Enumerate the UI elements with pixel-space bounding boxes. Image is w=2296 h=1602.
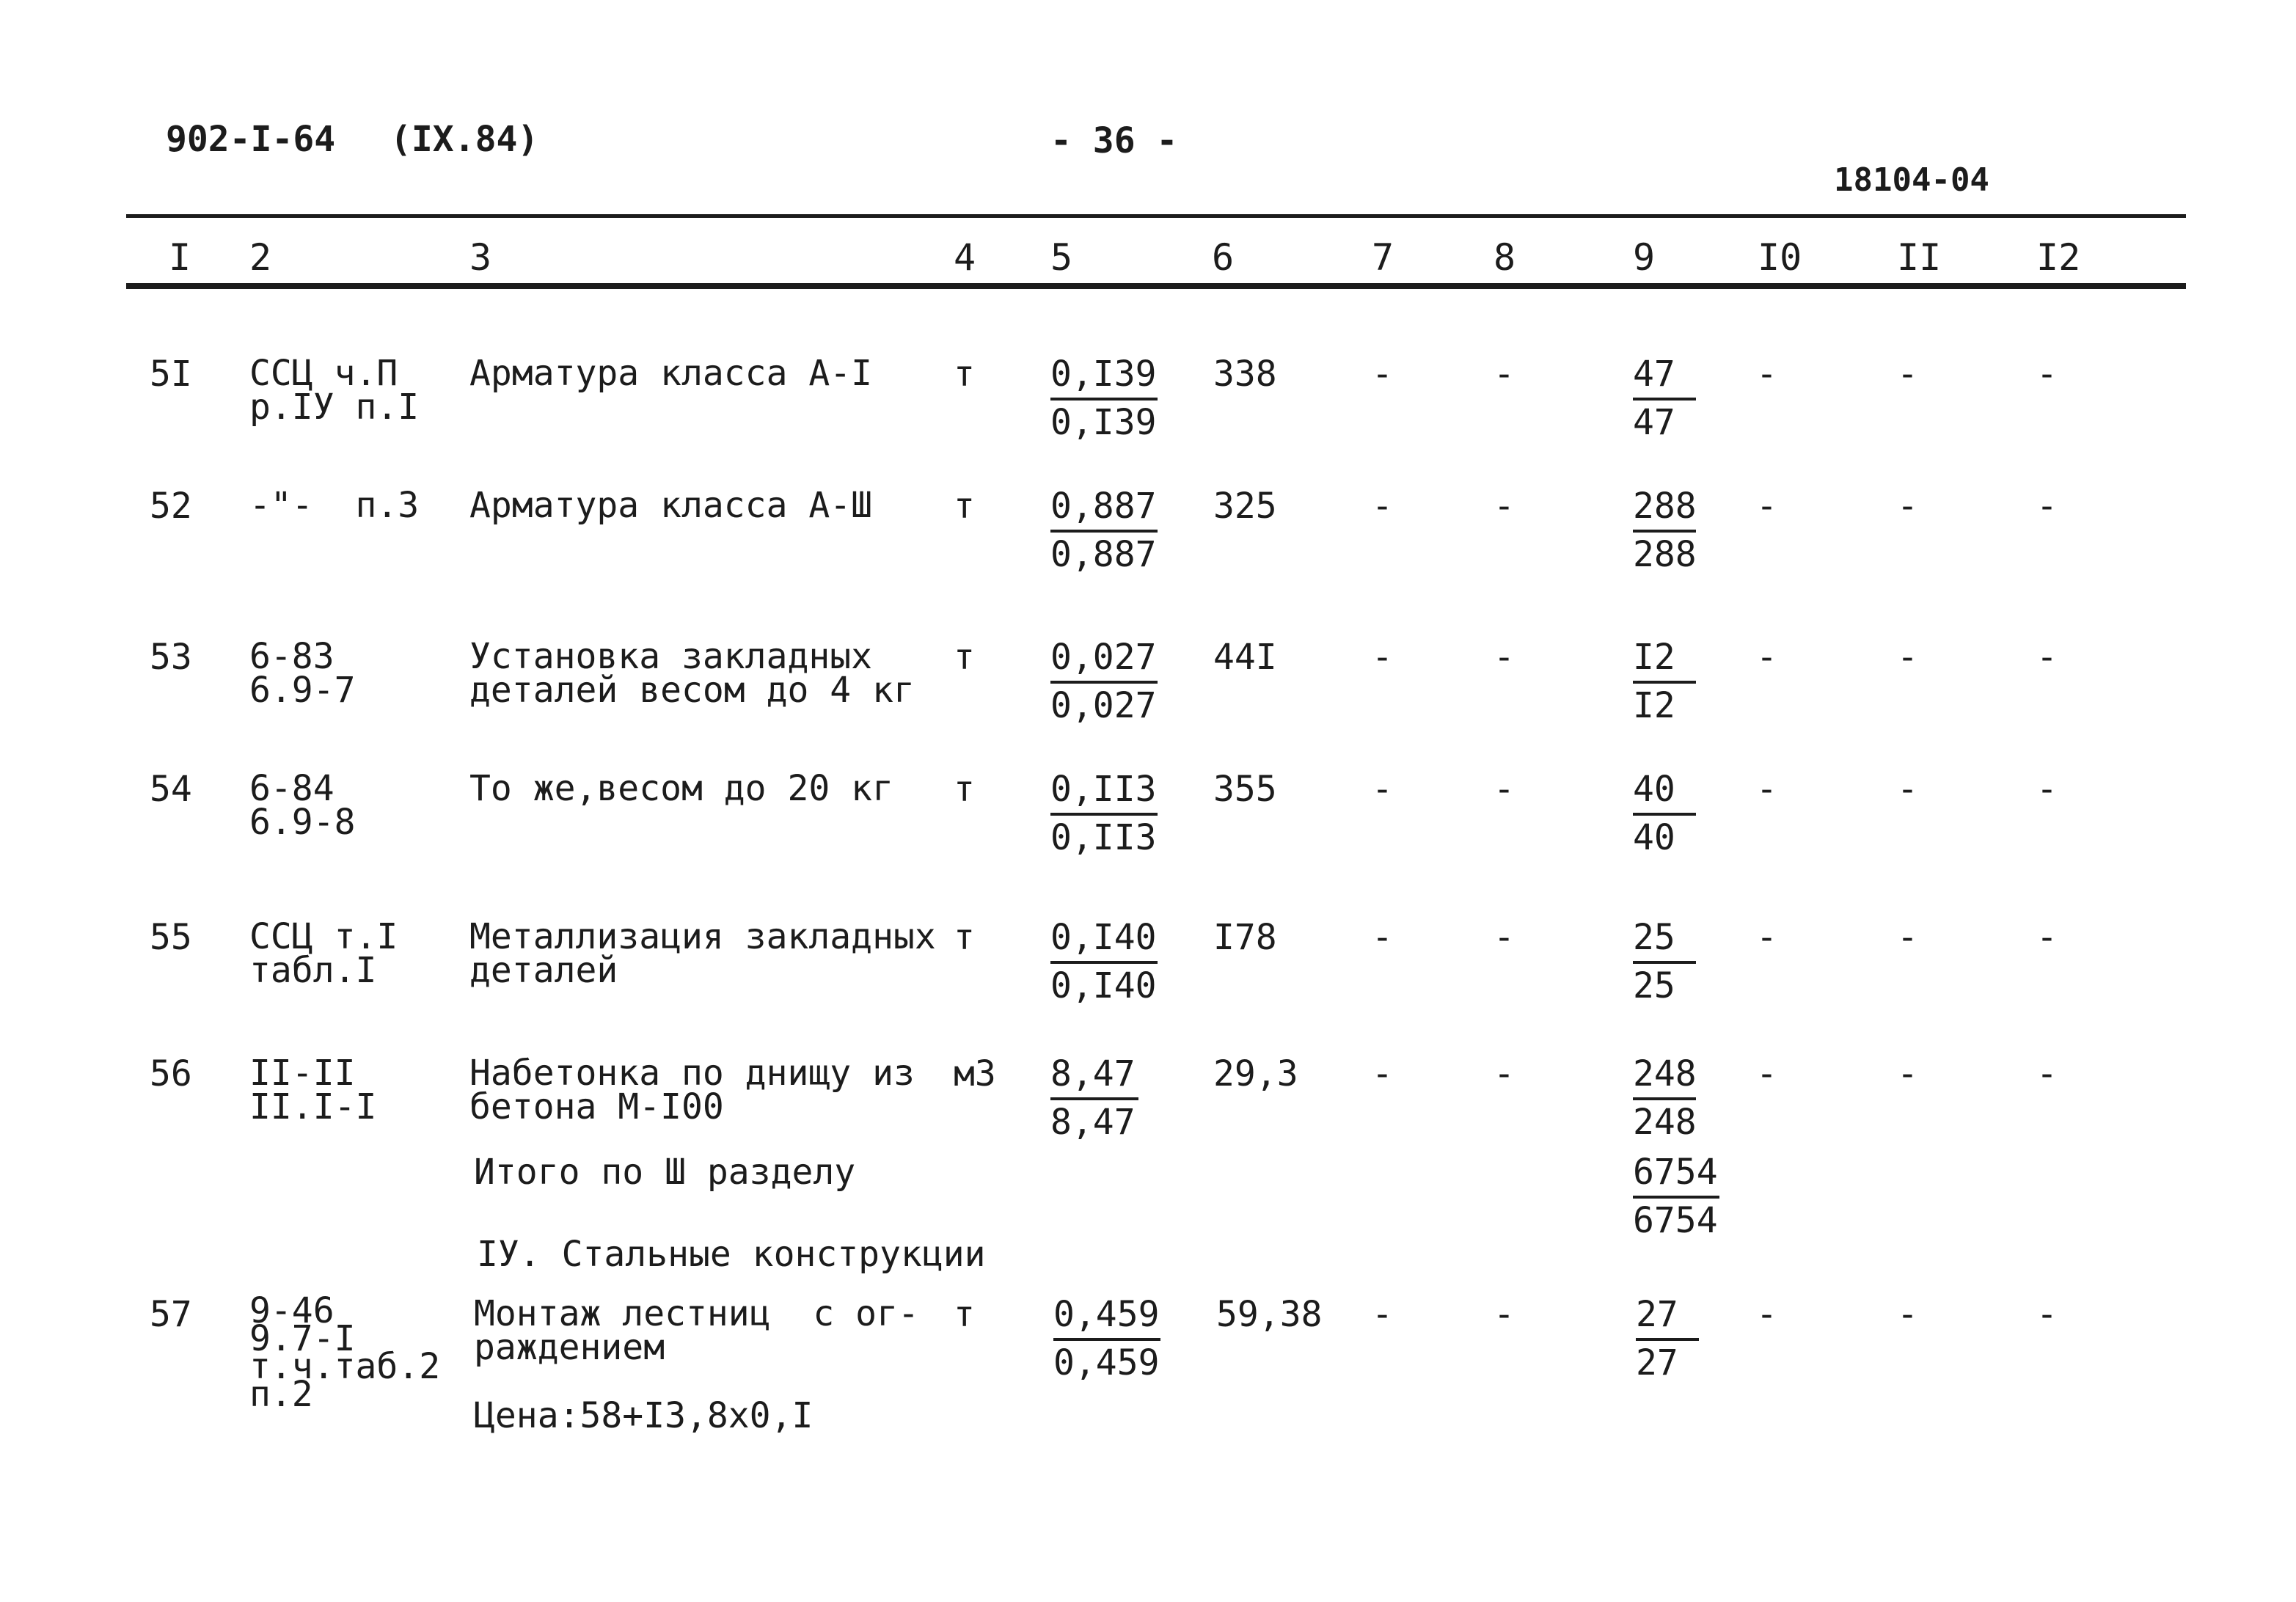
cell-col10: - [1756, 1294, 1777, 1335]
cost-fraction [1633, 486, 1697, 577]
quantity-fraction [1050, 486, 1158, 577]
subtotal-total: 6754 [1633, 1200, 1718, 1241]
unit-price: 338 [1213, 354, 1277, 395]
subtotal-fraction [1633, 1152, 1719, 1243]
cost-fraction [1633, 917, 1696, 1008]
cell-col12: - [2036, 1294, 2058, 1335]
rate-reference: ССЦ ч.П р.IУ п.I [249, 353, 420, 428]
cell-col12: - [2036, 769, 2058, 810]
rate-reference: -"- п.3 [249, 485, 420, 526]
cell-col11: - [1897, 917, 1918, 958]
document-code: 902-I-64 [166, 119, 336, 160]
column-header: I [169, 236, 191, 279]
quantity-fraction [1050, 637, 1158, 728]
unit: т [954, 917, 975, 958]
fraction-bar [1633, 681, 1696, 684]
fraction-bar [1050, 681, 1158, 684]
unit-price: I78 [1213, 917, 1277, 958]
unit-price: 325 [1213, 486, 1277, 527]
cell-col11: - [1897, 1053, 1918, 1094]
quantity-total: 8,47 [1050, 1102, 1136, 1143]
row-number: 57 [150, 1294, 192, 1335]
cell-col12: - [2036, 354, 2058, 395]
column-header: 6 [1212, 236, 1235, 279]
quantity-total: 0,887 [1050, 534, 1157, 575]
cost-value: 288 [1633, 486, 1697, 527]
quantity-value: 0,I40 [1050, 917, 1157, 958]
unit: т [954, 1294, 975, 1335]
row-number: 55 [150, 917, 192, 958]
cost-total: I2 [1633, 685, 1675, 726]
column-header: 3 [469, 236, 492, 279]
fraction-bar [1633, 398, 1696, 400]
subtotal-value: 6754 [1633, 1152, 1718, 1193]
fraction-bar [1050, 961, 1158, 964]
column-header: 4 [954, 236, 976, 279]
row-number: 52 [150, 486, 192, 527]
unit-price: 44I [1213, 637, 1277, 678]
quantity-value: 0,459 [1053, 1294, 1160, 1335]
cell-col12: - [2036, 917, 2058, 958]
cell-col10: - [1756, 354, 1777, 395]
cell-col7: - [1372, 637, 1393, 678]
work-description: Набетонка по днищу из бетона М-I00 [469, 1053, 915, 1127]
column-header: 8 [1494, 236, 1516, 279]
cell-col12: - [2036, 1053, 2058, 1094]
fraction-bar [1633, 813, 1696, 816]
quantity-fraction [1050, 356, 1158, 445]
cell-col11: - [1897, 637, 1918, 678]
price-note: Цена:58+I3,8х0,I [474, 1395, 814, 1436]
work-description: Металлизация закладных деталей [469, 916, 936, 991]
cell-col11: - [1897, 769, 1918, 810]
cell-col7: - [1372, 917, 1393, 958]
cell-col10: - [1756, 769, 1777, 810]
unit: т [954, 486, 975, 527]
cost-fraction [1633, 356, 1696, 445]
quantity-fraction [1050, 1053, 1138, 1144]
row-number: 53 [150, 637, 192, 678]
cost-value: I2 [1633, 637, 1675, 678]
cell-col11: - [1897, 354, 1918, 395]
unit: т [954, 354, 975, 395]
rate-reference: 9-46 9.7-I т.ч.таб.2 п.2 [249, 1290, 441, 1415]
section-title: IУ. Стальные конструкции [477, 1234, 986, 1275]
unit-price: 29,3 [1213, 1053, 1298, 1094]
fraction-bar [1636, 1338, 1699, 1341]
fraction-bar [1050, 398, 1158, 400]
unit: т [954, 769, 975, 810]
cell-col7: - [1372, 354, 1393, 395]
cell-col8: - [1494, 354, 1515, 395]
cell-col8: - [1494, 637, 1515, 678]
cost-fraction [1633, 1053, 1697, 1144]
cost-value: 25 [1633, 917, 1675, 958]
cell-col7: - [1372, 1294, 1393, 1335]
handwritten-code: 18104-04 [1834, 161, 1989, 199]
quantity-total: 0,459 [1053, 1342, 1160, 1383]
cell-col10: - [1756, 486, 1777, 527]
cost-value: 40 [1633, 769, 1675, 810]
quantity-value: 0,I39 [1050, 354, 1157, 395]
column-header: 9 [1633, 236, 1656, 279]
quantity-total: 0,II3 [1050, 817, 1157, 858]
cell-col7: - [1372, 1053, 1393, 1094]
subtotal-label: Итого по Ш разделу [474, 1152, 856, 1193]
cell-col10: - [1756, 1053, 1777, 1094]
cell-col10: - [1756, 637, 1777, 678]
table-top-rule [126, 214, 2186, 218]
cost-total: 40 [1633, 817, 1675, 858]
quantity-total: 0,I39 [1050, 402, 1157, 443]
quantity-fraction [1050, 917, 1158, 1008]
cost-value: 27 [1636, 1294, 1678, 1335]
fraction-bar [1050, 1097, 1138, 1100]
cell-col8: - [1494, 486, 1515, 527]
cost-fraction [1633, 637, 1696, 728]
quantity-total: 0,I40 [1050, 965, 1157, 1006]
work-description: Монтаж лестниц с ог- раждением [474, 1293, 919, 1368]
work-description: То же,весом до 20 кг [469, 768, 893, 809]
work-description: Арматура класса А-Ш [469, 485, 873, 526]
cell-col8: - [1494, 1294, 1515, 1335]
cost-total: 288 [1633, 534, 1697, 575]
unit: т [954, 637, 975, 678]
unit-price: 355 [1213, 769, 1277, 810]
cell-col8: - [1494, 1053, 1515, 1094]
rate-reference: II-II II.I-I [249, 1053, 377, 1127]
quantity-value: 0,027 [1050, 637, 1157, 678]
fraction-bar [1633, 1196, 1719, 1199]
cell-col11: - [1897, 1294, 1918, 1335]
column-header: II [1897, 236, 1942, 279]
cell-col12: - [2036, 637, 2058, 678]
quantity-value: 0,II3 [1050, 769, 1157, 810]
cost-value: 47 [1633, 354, 1675, 395]
unit: м3 [954, 1053, 996, 1094]
column-header: 7 [1372, 236, 1394, 279]
table-header-rule [126, 283, 2186, 289]
row-number: 56 [150, 1053, 192, 1094]
cost-total: 27 [1636, 1342, 1678, 1383]
column-header: 5 [1050, 236, 1073, 279]
column-header: I0 [1758, 236, 1802, 279]
cell-col7: - [1372, 769, 1393, 810]
row-number: 5I [150, 354, 192, 395]
work-description: Установка закладных деталей весом до 4 кг [469, 636, 915, 711]
cell-col8: - [1494, 917, 1515, 958]
document-date: (IX.84) [390, 119, 539, 160]
quantity-value: 0,887 [1050, 486, 1157, 527]
fraction-bar [1050, 813, 1158, 816]
work-description: Арматура класса А-I [469, 353, 873, 394]
fraction-bar [1053, 1338, 1160, 1341]
rate-reference: 6-84 6.9-8 [249, 768, 356, 843]
fraction-bar [1633, 530, 1696, 533]
cell-col11: - [1897, 486, 1918, 527]
row-number: 54 [150, 769, 192, 810]
page-number: - 36 - [1050, 120, 1178, 161]
cost-total: 25 [1633, 965, 1675, 1006]
cost-value: 248 [1633, 1053, 1697, 1094]
unit-price: 59,38 [1216, 1294, 1323, 1335]
column-header: I2 [2036, 236, 2081, 279]
fraction-bar [1050, 530, 1158, 533]
cell-col10: - [1756, 917, 1777, 958]
cell-col7: - [1372, 486, 1393, 527]
quantity-value: 8,47 [1050, 1053, 1136, 1094]
column-header: 2 [249, 236, 272, 279]
fraction-bar [1633, 961, 1696, 964]
cost-total: 248 [1633, 1102, 1697, 1143]
quantity-fraction [1053, 1294, 1160, 1385]
cell-col8: - [1494, 769, 1515, 810]
quantity-total: 0,027 [1050, 685, 1157, 726]
cost-fraction [1636, 1294, 1699, 1385]
quantity-fraction [1050, 769, 1158, 860]
fraction-bar [1633, 1097, 1696, 1100]
cost-total: 47 [1633, 402, 1675, 443]
cost-fraction [1633, 769, 1696, 860]
cell-col12: - [2036, 486, 2058, 527]
rate-reference: ССЦ т.I табл.I [249, 916, 398, 991]
rate-reference: 6-83 6.9-7 [249, 636, 356, 711]
